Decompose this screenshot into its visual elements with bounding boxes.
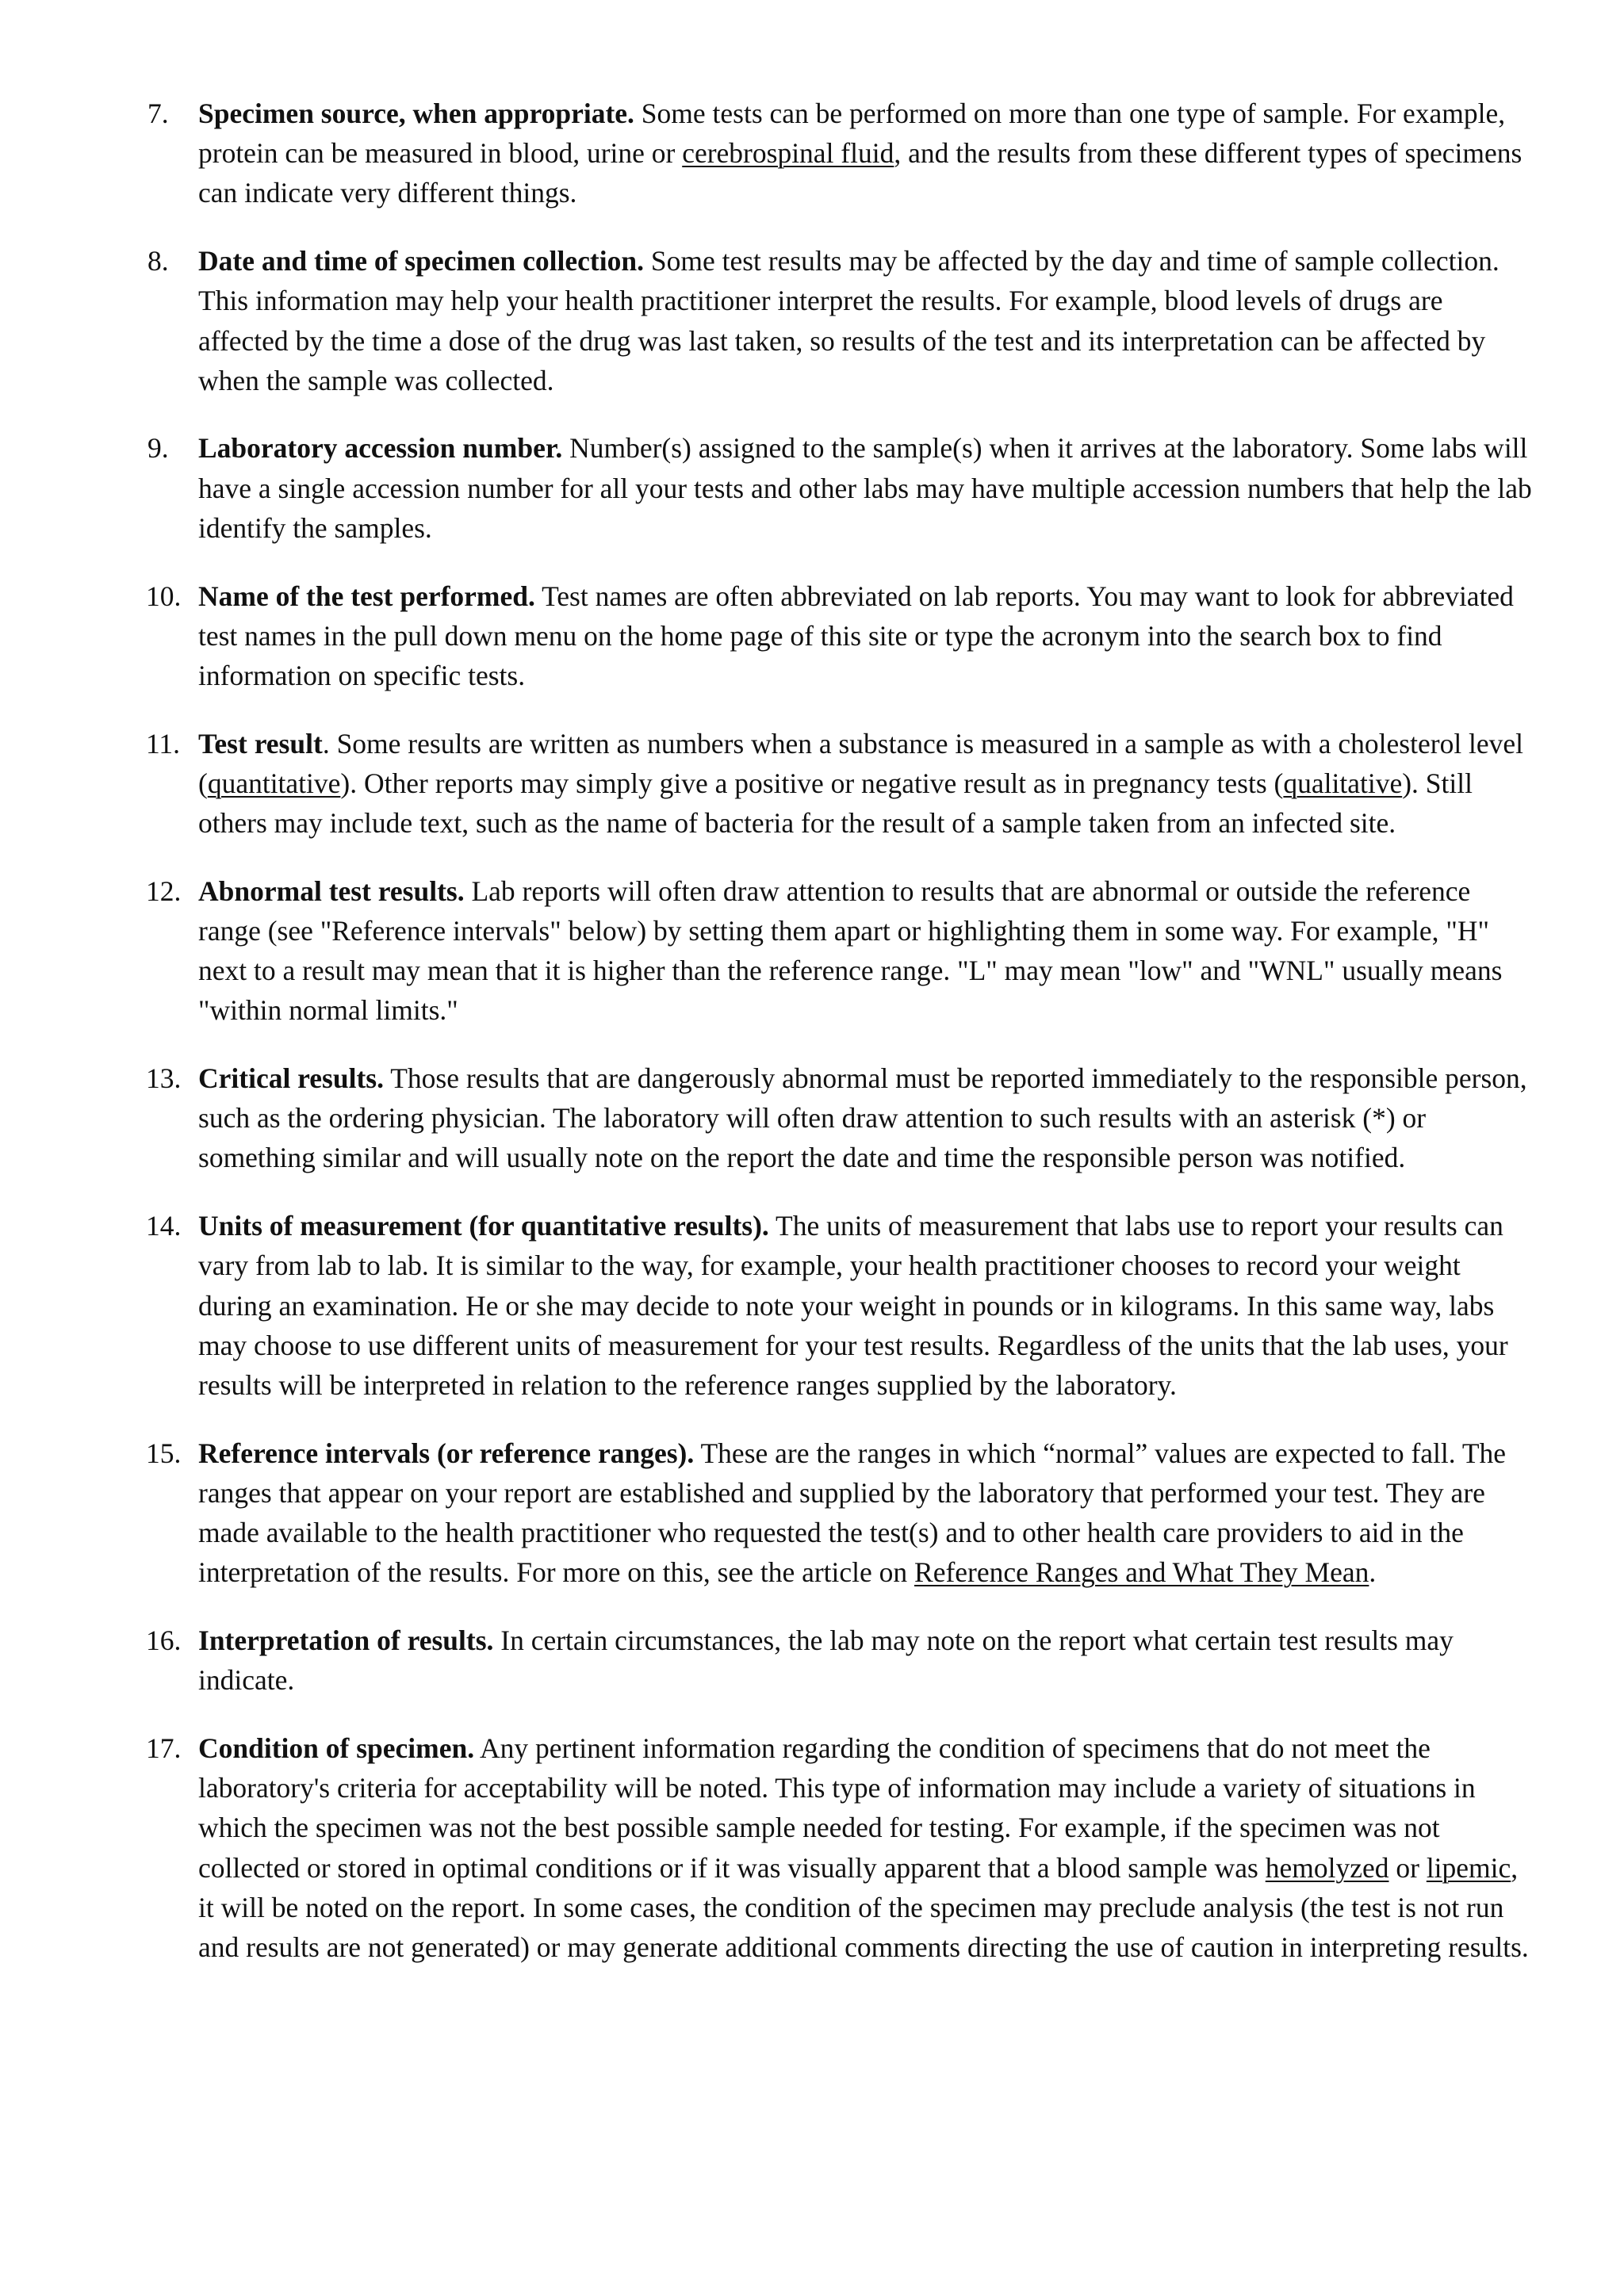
item-heading: Reference intervals (or reference ranges). bbox=[198, 1437, 695, 1469]
item-text: ). Other reports may simply give a positive or negative result as in pregnancy tests ( bbox=[340, 767, 1284, 799]
list-item-11 bbox=[147, 724, 1537, 844]
item-text: . Some results are written as numbers when a substance is measured in a sample as with a cholesterol level ( bbox=[198, 727, 1524, 799]
item-text: Lab reports will often draw attention to results that are abnormal or outside the reference range (see "Reference intervals" below) by setting them apart or highlighting them in some way. For example, "H" next to a result may mean that it is higher than the reference range. "L" may mean "low" and "WNL" usually means "within normal limits." bbox=[198, 874, 1503, 1027]
item-number: 9. bbox=[147, 432, 169, 465]
item-heading: Condition of specimen. bbox=[198, 1732, 475, 1764]
item-number: 8. bbox=[147, 245, 169, 277]
item-text: The units of measurement that labs use to report your results can vary from lab to lab. It is similar to the way, for example, your health practitioner chooses to record your weight during an examination. He or she may decide to note your weight in pounds or in kilograms. In this same way, labs may choose to use different units of measurement for your test results. Regardless of the units that the lab uses, your results will be interpreted in relation to the reference ranges supplied by the laboratory. bbox=[198, 1210, 1508, 1401]
item-number: 15. bbox=[146, 1437, 182, 1469]
item-heading: Units of measurement (for quantitative results). bbox=[198, 1210, 769, 1242]
list-item-8 bbox=[147, 241, 1537, 400]
item-number: 17. bbox=[146, 1732, 182, 1764]
item-heading: Specimen source, when appropriate. bbox=[198, 98, 634, 129]
item-text: or bbox=[1388, 1851, 1427, 1884]
item-number: 13. bbox=[146, 1062, 182, 1095]
item-number: 12. bbox=[146, 874, 182, 907]
link-qualitative[interactable]: qualitative bbox=[1283, 767, 1403, 799]
numbered-list bbox=[147, 94, 1537, 1996]
list-item-13 bbox=[147, 1058, 1537, 1178]
list-item-9 bbox=[147, 428, 1537, 548]
item-heading: Interpretation of results. bbox=[198, 1624, 494, 1656]
item-number: 11. bbox=[146, 727, 181, 760]
item-text: Test names are often abbreviated on lab reports. You may want to look for abbreviated test names in the pull down menu on the home page of this site or type the acronym into the search box to find information on specific tests. bbox=[198, 580, 1514, 691]
item-text: ). Still others may include text, such as the name of bacteria for the result of a sample taken from an infected site. bbox=[198, 767, 1473, 840]
link-reference-ranges[interactable]: Reference Ranges and What They Mean bbox=[914, 1556, 1369, 1589]
item-heading: Laboratory accession number. bbox=[198, 432, 563, 465]
item-text: These are the ranges in which “normal” values are expected to fall. The ranges that appear on your report are established and supplied by the laboratory that performed your test. They are made available to the health practitioner who requested the test(s) and to other health care providers to aid in the interpretation of the results. For more on this, see the article on bbox=[198, 1437, 1507, 1589]
item-text: Some tests can be performed on more than one type of sample. For example, protein can be measured in blood, urine or bbox=[198, 98, 1506, 170]
item-number: 16. bbox=[146, 1624, 182, 1656]
item-text: In certain circumstances, the lab may note on the report what certain test results may indicate. bbox=[198, 1624, 1454, 1697]
link-lipemic[interactable]: lipemic bbox=[1426, 1851, 1511, 1884]
item-text: Any pertinent information regarding the condition of specimens that do not meet the laboratory's criteria for acceptability will be noted. This type of information may include a variety of situations in which the specimen was not the best possible sample needed for testing. For example, if the specimen was not collected or stored in optimal conditions or if it was visually apparent that a blood sample was bbox=[198, 1732, 1476, 1884]
item-text: Number(s) assigned to the sample(s) when it arrives at the laboratory. Some labs will have a single accession number for all your tests and other labs may have multiple accession numbers that help the lab identify the samples. bbox=[198, 432, 1532, 544]
item-text: , and the results from these different types of specimens can indicate very different things. bbox=[198, 137, 1522, 209]
link-quantitative[interactable]: quantitative bbox=[207, 767, 341, 799]
item-heading: Critical results. bbox=[198, 1062, 384, 1095]
item-text: Some test results may be affected by the day and time of sample collection. This information may help your health practitioner interpret the results. For example, blood levels of drugs are affected by the time a dose of the drug was last taken, so results of the test and its interpretation can be affected by when the sample was collected. bbox=[198, 245, 1500, 396]
link-hemolyzed[interactable]: hemolyzed bbox=[1265, 1851, 1389, 1884]
item-text: . bbox=[1369, 1556, 1377, 1589]
list-item-17 bbox=[147, 1728, 1537, 1967]
item-number: 14. bbox=[146, 1210, 182, 1242]
list-item-7 bbox=[147, 94, 1537, 213]
item-text: Those results that are dangerously abnormal must be reported immediately to the responsible person, such as the ordering physician. The laboratory will often draw attention to such results with an asterisk (*) or something similar and will usually note on the report the date and time the responsible person was notified. bbox=[198, 1062, 1527, 1174]
list-item-12 bbox=[147, 871, 1537, 1031]
item-heading: Name of the test performed. bbox=[198, 580, 535, 612]
link-cerebrospinal-fluid[interactable]: cerebrospinal fluid bbox=[682, 137, 894, 170]
list-item-16 bbox=[147, 1621, 1537, 1700]
item-text: , it will be noted on the report. In some cases, the condition of the specimen may preclude analysis (the test is not run and results are not generated) or may generate additional comments directing the use of caution in interpreting results. bbox=[198, 1851, 1529, 1963]
item-number: 10. bbox=[146, 580, 182, 612]
item-heading: Abnormal test results. bbox=[198, 874, 465, 907]
item-heading: Test result bbox=[198, 727, 323, 760]
list-item-10 bbox=[147, 576, 1537, 696]
item-heading: Date and time of specimen collection. bbox=[198, 245, 644, 277]
list-item-15 bbox=[147, 1433, 1537, 1593]
item-number: 7. bbox=[147, 98, 169, 129]
list-item-14 bbox=[147, 1206, 1537, 1405]
